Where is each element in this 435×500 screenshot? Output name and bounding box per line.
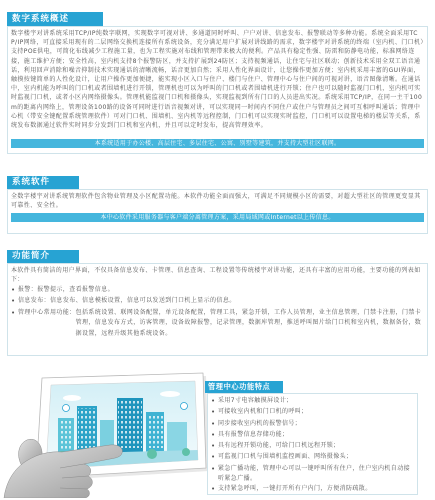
feature-text: 可接收室内机和门口机的呼叫； [218,408,308,416]
function-label: 信息发布： [18,297,51,305]
feature-item [211,396,414,407]
feature-item [211,430,414,441]
bullet-icon [11,308,18,339]
management-features-list [211,396,414,496]
building-windows [78,408,96,448]
management-features-box [207,393,418,495]
overview-banner: 本系统适用于办公楼、高层住宅、多层住宅、公寓、别墅等建筑，并支持大型社区联网。 [11,139,424,148]
cloud [63,395,81,401]
function-text: 信息发布、信息模板设置，信息可以发送到门口机上显示的信息。 [50,297,236,305]
feature-text: 具有远程开锁功能，可给门口机远程开锁； [218,442,340,450]
building-windows [118,400,142,448]
feature-text: 支持紧急呼叫，一键打开所有户内门，方便消防疏散。 [218,485,372,493]
feature-text: 同步接收室内机的报警信号； [218,419,302,427]
list-item [11,296,424,307]
feature-item [211,464,414,485]
feature-item [211,419,414,430]
feature-text: 可监视门口机与围墙机监控画面、网络摄像头； [218,453,353,461]
list-item [11,308,424,339]
function-text: 报警提示，查看报警信息。 [37,286,115,293]
app-icon [181,403,188,410]
management-center-title: 管理中心功能特点 [205,381,283,393]
building-windows [147,414,163,448]
feature-item [211,407,414,418]
feature-text: 采用7寸电容触摸屏设计； [218,397,293,404]
feature-item [211,452,414,463]
function-text: 包括系统设置、联网设备配置，单元设备配置，管理工具，紧急开锁，工作人员管理，业主信息管理，门禁卡注册，门禁卡管理，信息发布方式，访客管理，设备故障报警，记录管理，数据库管理，推送呼叫图片给门口机和室内机，数据备份，数据设置，远程升级其他系统设备。 [75,308,422,337]
bullet-icon [211,396,218,407]
functions-title: 功能简介 [7,250,79,263]
feature-text: 紧急广播功能，管理中心可以一键呼叫所有住户，住户室内机自动接听紧急广播。 [218,464,411,483]
feature-item [211,441,414,452]
cloud [160,391,180,397]
overview-box [7,26,428,154]
bullet-icon [211,464,218,485]
tablet-hand-illustration [0,360,222,498]
feature-text: 具有报警信息存储功能； [218,430,289,438]
software-box [7,189,428,234]
bullet-icon [11,296,18,307]
tree [182,448,190,456]
bullet-icon [211,419,218,430]
bullet-icon [11,285,18,296]
software-title: 系统软件 [7,176,79,189]
software-banner: 本中心软件采用服务器与客户端分离管理方案，采用局域网或Internet以上传信息。 [11,213,424,222]
functions-list [11,285,424,339]
bullet-icon [211,430,218,441]
functions-box [7,263,428,356]
overview-title: 数字系统概述 [7,12,103,26]
functions-intro: 本软件具有简洁的用户界面，不仅具备信息发布、卡管理、信息查询、工程设置等传统楼宇对讲功能，还具有丰富的应用功能，主要功能的列表如下： [11,267,421,284]
overview-body: 数字楼宇对讲系统采用TCP/IP纯数字联网，实现数字可视对讲、多通道同时呼叫、户户对讲、信息发布、报警联动等多种功能。系统全面采用TCP/IP网络，可直接采用现有的二层网络交换机连接所有系统设备，充分满足用户扩展对讲线路的需求，数字楼宇对讲系统的终端（室内机、门口机）支持POE供电，可简化布线减少工程施工量，也为工程实施对布线和管理带来极大的便利。产品具有稳定性强、防雷和防静电功能，标准网络连接，施工维护方便；安全性高，室内机支持8个报警防区，并支持扩展到24防区；支持视频通话，让住宅与社区联动；创新技术采用全双工语音通话，利用回声消除和噪音抑制技术实现通话的清晰流畅，话音更加自然；采用人性化界面设计，让您操作更加方便；室内机采用丰富的GUI界面，触摸按键简单的人性化设计，让用户操作更加便捷，能实现小区入口与住户、楼门与住户、管理中心与住户间的可视对讲，语音图像清晰。在通话中，室内机能为呼叫的门口机或者围墙机进行开锁，管理机也可以为呼叫的门口机或者围墙机进行开锁；住户也可以随时监视门口机，室内机可实时监视门口机，或者小区内网络摄像头。管理机能监视门口机和摄像头，实现监视到所有门口的人员进出实况。系统采用TCP/IP，在同一主干100m的距离内网络上，管理设备100路的设备可同时进行语音视频对讲，可以实现同一时间内不同住户或住户与管理员之间可互相呼叫通话；管理中心机（带安全键配置系统管理软件）可对门口机、围墙机、室内机等远程控制，门口机可以实现实时监控，门口机可以设置电梯的楼层等关系，系统发布数据通过软件实时同步分发到门口机和室内机，并且可以定时发布，提高管理效率。 [11,30,424,130]
bullet-icon [211,407,218,418]
tree [147,449,157,459]
software-body: 全数字楼宇对讲系统管理软件包含物业管理及小区配置功能。本软件功能全面而强大，可满足不同规模小区的需要，对超大型社区的管理更变显其可靠性、安全性。 [11,193,421,210]
bullet-icon [211,452,218,463]
building-windows [59,420,73,450]
bullet-icon [211,484,218,495]
list-item [11,285,424,296]
feature-item [211,484,414,495]
function-label: 管理中心常用功能： [18,308,76,316]
function-label: 报警： [18,286,38,293]
app-icon [63,405,70,412]
bullet-icon [211,441,218,452]
